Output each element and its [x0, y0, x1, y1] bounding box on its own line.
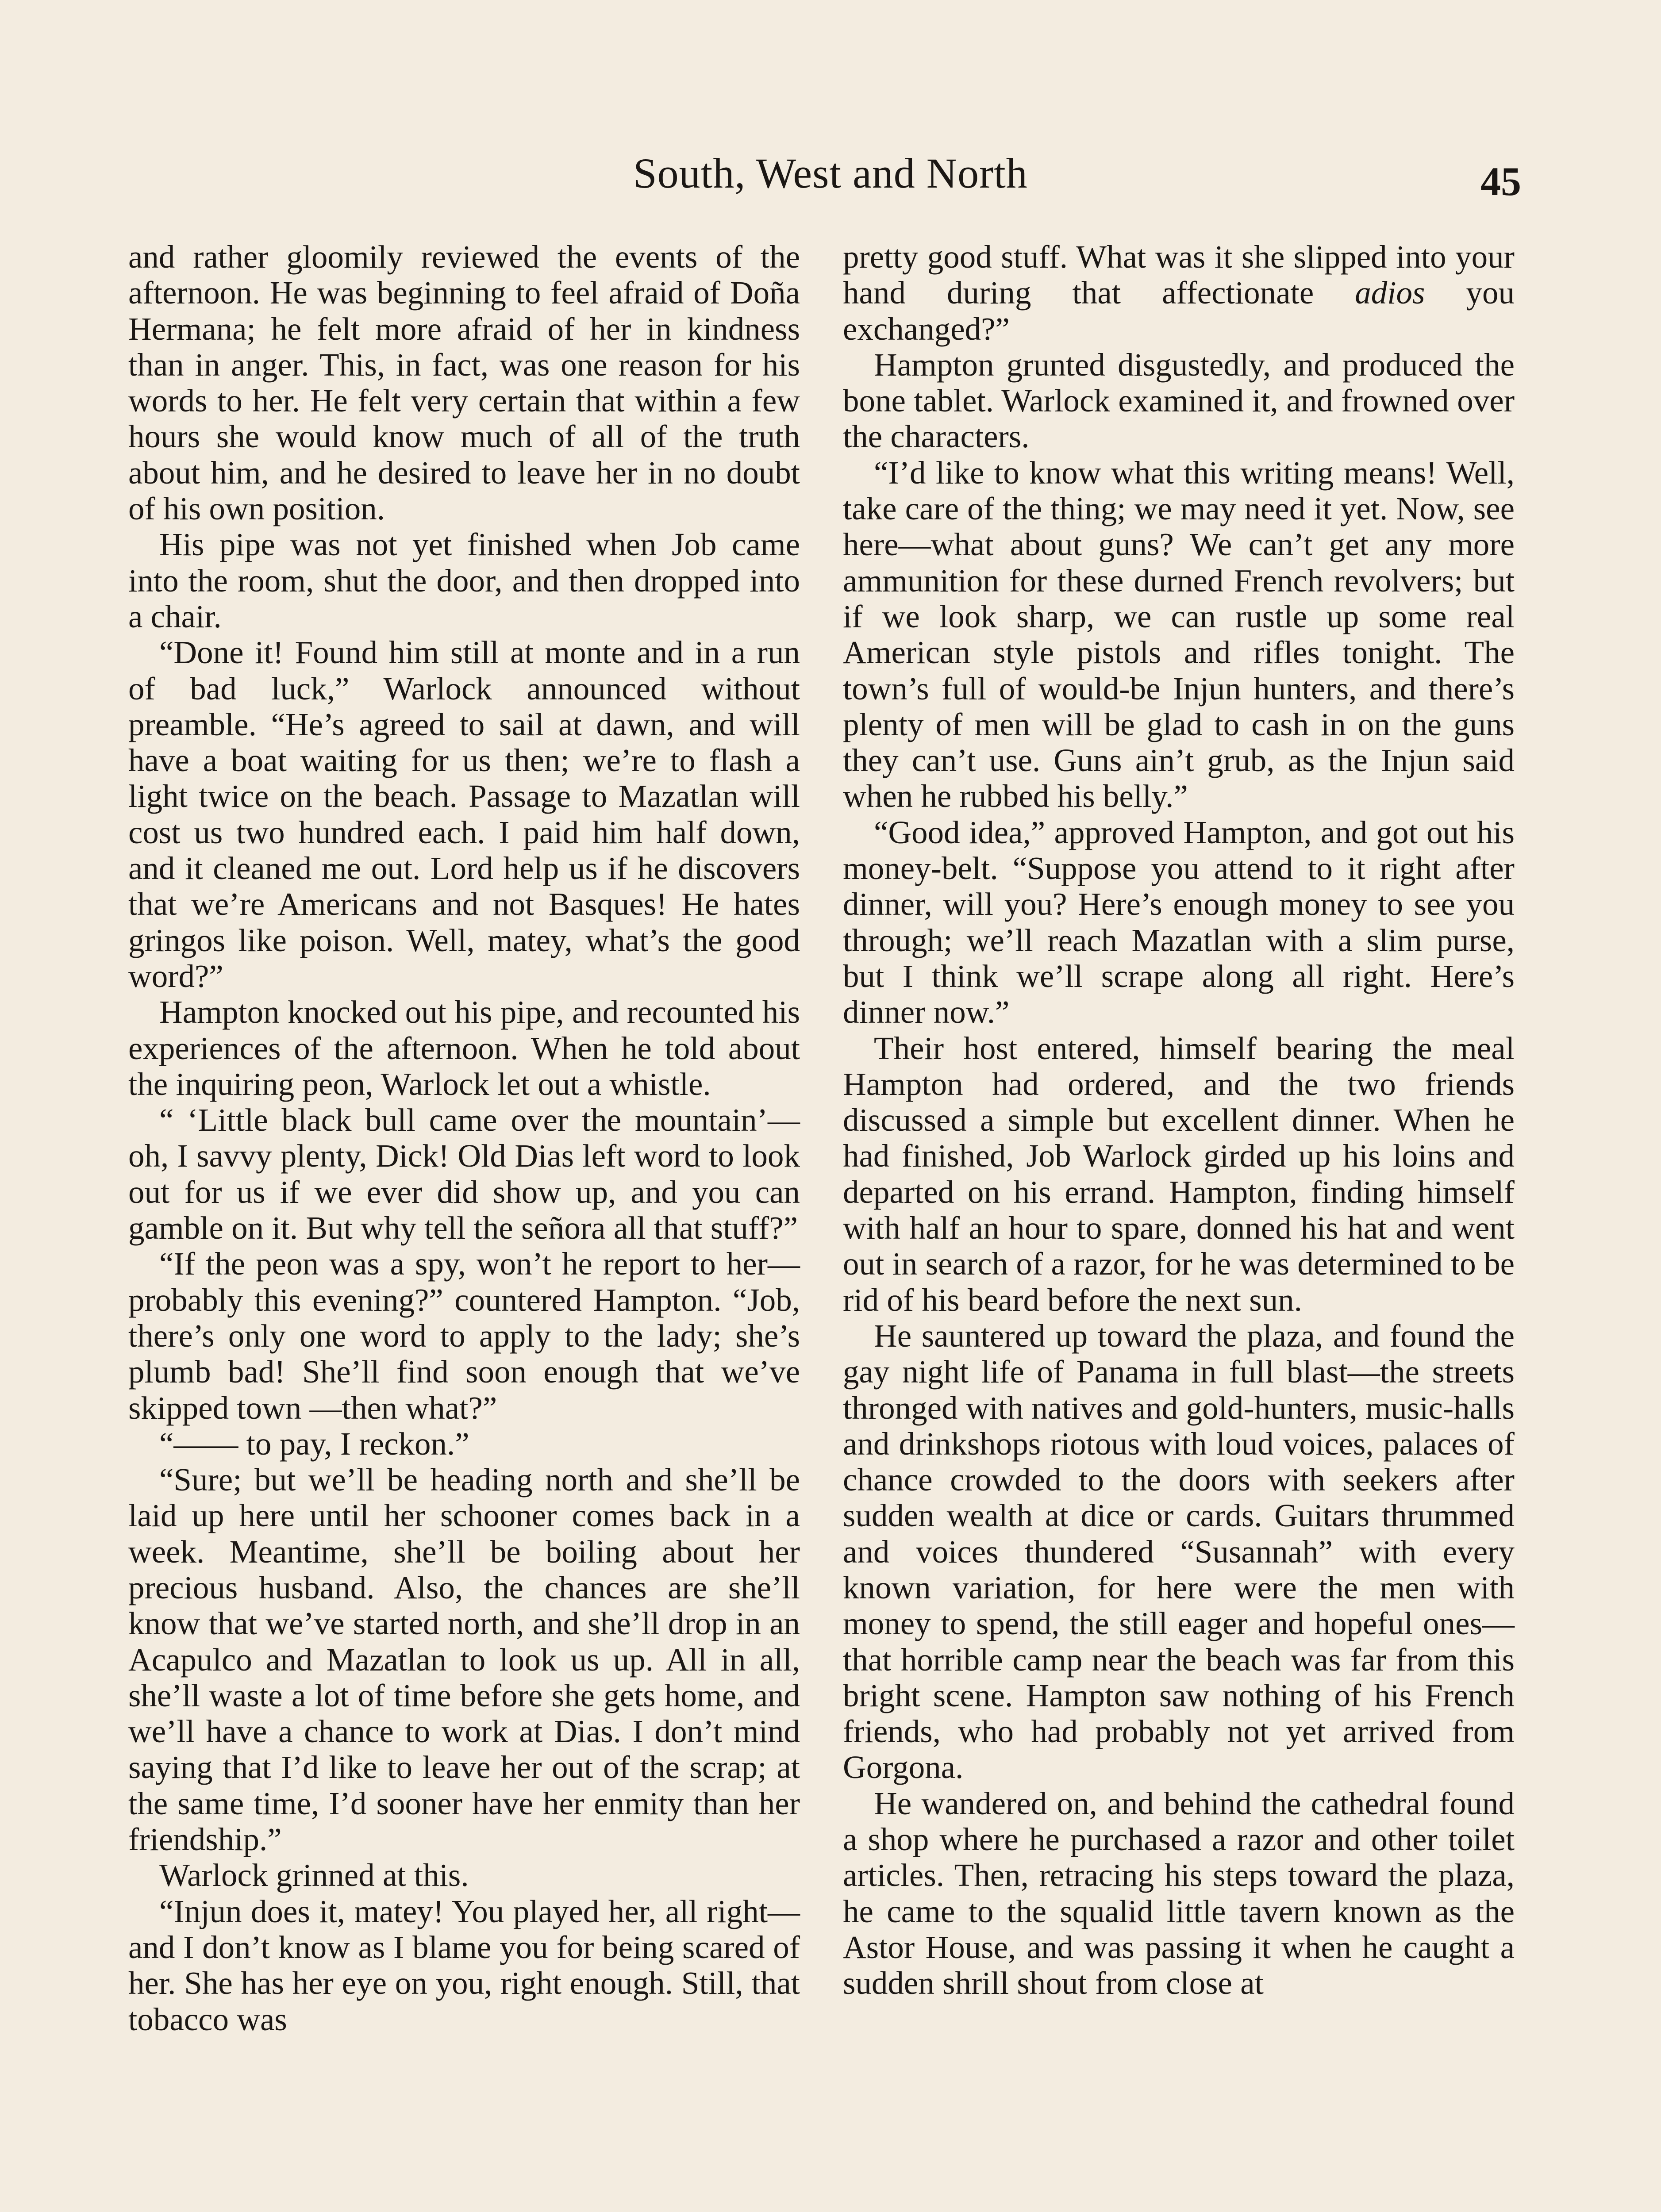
page-header — [0, 142, 1661, 213]
paragraph: “I’d like to know what this writing means! Well, take care of the thing; we may need it yet. Now, see here—what about guns? We can’t get any more ammunition for these durned French revolvers; but if we look sharp, we can rustle up some real American style pistols and rifles tonight. The town’s full of would-be Injun hunters, and there’s plenty of men will be glad to cash in on the guns they can’t use. Guns ain’t grub, as the Injun said when he rubbed his belly.” — [843, 454, 1515, 814]
paragraph: He sauntered up toward the plaza, and found the gay night life of Panama in full blast—the streets thronged with natives and gold-hunters, music-halls and drinkshops riotous with loud voices, palaces of chance crowded to the doors with seekers after sudden wealth at dice or cards. Guitars thrummed and voices thundered “Susannah” with every known variation, for here were the men with money to spend, the still eager and hopeful ones— that horrible camp near the beach was far from this bright scene. Hampton saw nothing of his French friends, who had probably not yet arrived from Gorgona. — [843, 1317, 1515, 1786]
paragraph: “—— to pay, I reckon.” — [159, 1425, 469, 1462]
paragraph-text: pretty good stuff. What was it she slipped into your hand during that affectionate — [843, 239, 1515, 311]
right-column — [843, 239, 1515, 2001]
paragraph: Their host entered, himself bearing the meal Hampton had ordered, and the two friends discussed a simple but excellent dinner. When he had finished, Job Warlock girded up his loins and departed on his errand. Hampton, finding himself with half an hour to spare, donned his hat and went out in search of a razor, for he was determined to be rid of his beard before the next sun. — [843, 1030, 1515, 1318]
running-title: South, West and North — [633, 150, 1028, 197]
left-column — [128, 239, 800, 2037]
paragraph: His pipe was not yet finished when Job came into the room, shut the door, and then dropped into a chair. — [128, 526, 800, 634]
paragraph — [843, 239, 1515, 347]
paragraph: Warlock grinned at this. — [159, 1857, 469, 1893]
paragraph: “Sure; but we’ll be heading north and she’ll be laid up here until her schooner comes back in a week. Meantime, she’ll be boiling about her precious husband. Also, the chances are she’ll know that we’ve started north, and she’ll drop in an Acapulco and Mazatlan to look us up. All in all, she’ll waste a lot of time before she gets home, and we’ll have a chance to work at Dias. I don’t mind saying that I’d like to leave her out of the scrap; at the same time, I’d sooner have her enmity than her friendship.” — [128, 1462, 800, 1858]
paragraph: and rather gloomily reviewed the events of the afternoon. He was beginning to feel afraid of Doña Hermana; he felt more afraid of her in kindness than in anger. This, in fact, was one reason for his words to her. He felt very certain that within a few hours she would know much of all of the truth about him, and he desired to leave her in no doubt of his own position. — [128, 239, 800, 527]
paragraph: “Injun does it, matey! You played her, all right—and I don’t know as I blame you for being scared of her. She has her eye on you, right enough. Still, that tobacco was — [128, 1893, 800, 2037]
paragraph: “ ‘Little black bull came over the mountain’—oh, I savvy plenty, Dick! Old Dias left word to look out for us if we ever did show up, and you can gamble on it. But why tell the señora all that stuff?” — [128, 1102, 800, 1246]
paragraph: “If the peon was a spy, won’t he report to her—probably this evening?” countered Hampton. “Job, there’s only one word to apply to the lady; she’s plumb bad! She’ll find soon enough that we’ve skipped town —then what?” — [128, 1246, 800, 1426]
page-number: 45 — [1480, 159, 1521, 204]
paragraph: He wandered on, and behind the cathedral found a shop where he purchased a razor and other toilet articles. Then, retracing his steps toward the plaza, he came to the squalid little tavern known as the Astor House, and was passing it when he caught a sudden shrill shout from close at — [843, 1785, 1515, 2001]
paragraph: Hampton knocked out his pipe, and recounted his experiences of the afternoon. When he told about the inquiring peon, Warlock let out a whistle. — [128, 994, 800, 1102]
paragraph: “Done it! Found him still at monte and in a run of bad luck,” Warlock announced without preamble. “He’s agreed to sail at dawn, and will have a boat waiting for us then; we’re to flash a light twice on the beach. Passage to Mazatlan will cost us two hundred each. I paid him half down, and it cleaned me out. Lord help us if he discovers that we’re Americans and not Basques! He hates gringos like poison. Well, matey, what’s the good word?” — [128, 634, 800, 994]
paragraph-text: you exchanged?” — [843, 275, 1515, 347]
italic-word: adios — [1355, 275, 1425, 311]
paragraph: “Good idea,” approved Hampton, and got out his money-belt. “Suppose you attend to it right after dinner, will you? Here’s enough money to see you through; we’ll reach Mazatlan with a slim purse, but I think we’ll scrape along all right. Here’s dinner now.” — [843, 814, 1515, 1030]
paragraph: Hampton grunted disgustedly, and produced the bone tablet. Warlock examined it, and frowned over the characters. — [843, 346, 1515, 455]
